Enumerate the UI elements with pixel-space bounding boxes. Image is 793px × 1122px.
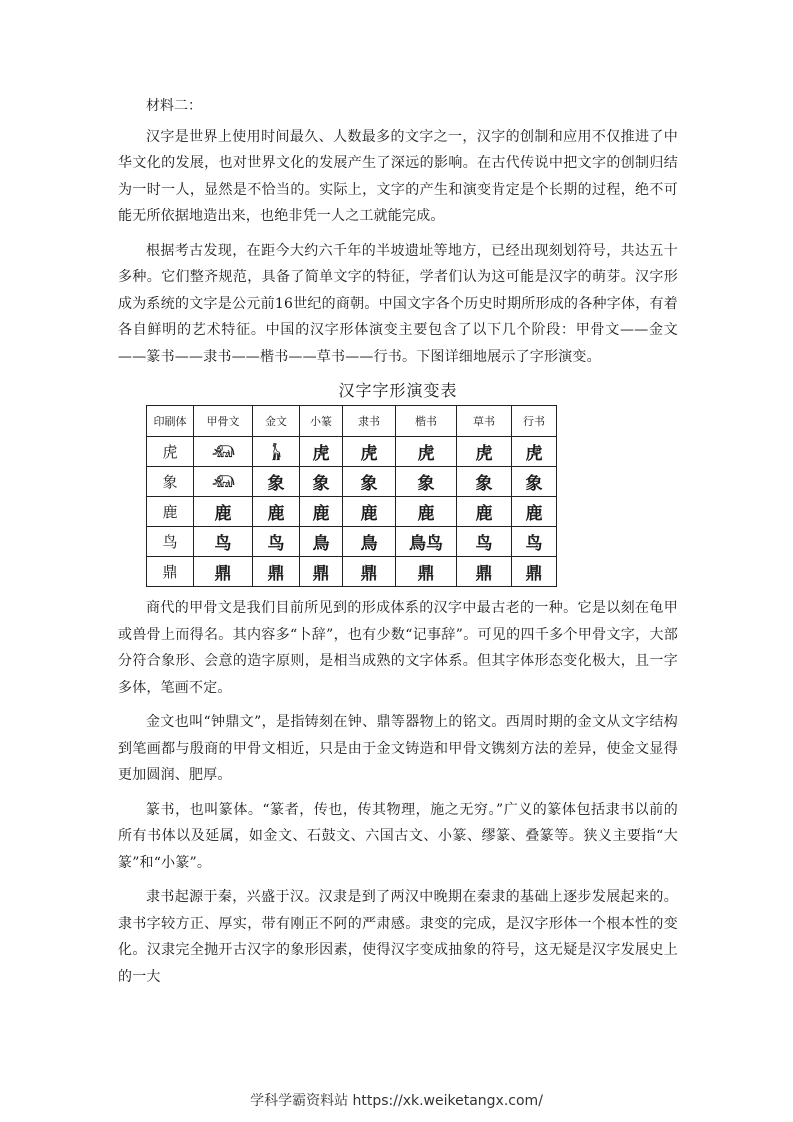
cell-glyph: 鹿 (512, 497, 557, 527)
paragraph-oracle-bone: 商代的甲骨文是我们目前所见到的形成体系的汉字中最古老的一种。它是以刻在龟甲或兽骨上而得名。其内容多“卜辞”，也有少数“记事辞”。可见的四千多个甲骨文字，大部分符合象形、会意的造字原则，是相当成熟的文字体系。但其字体形态变化极大，且一字多体，笔画不定。 (118, 600, 678, 696)
cell-glyph: 象 (253, 467, 300, 497)
cell-glyph: 虎 (300, 437, 343, 467)
cell-glyph: 鳥鸟 (396, 527, 457, 557)
header-small-seal: 小篆 (300, 406, 343, 437)
paragraph-seal: 篆书，也叫篆体。“篆者，传也，传其物理，施之无穷。”广义的篆体包括隶书以前的所有书体以及延属，如金文、石鼓文、六国古文、小篆、缪篆、叠篆等。狭义主要指“大篆”和“小篆”。 (118, 801, 678, 871)
cell-glyph: 鹿 (300, 497, 343, 527)
cell-glyph: 鹿 (194, 497, 253, 527)
cell-glyph: 象 (457, 467, 512, 497)
cell-glyph: 鼎 (253, 557, 300, 587)
header-print: 印刷体 (147, 406, 194, 437)
cell-glyph: 鼎 (457, 557, 512, 587)
header-oracle: 甲骨文 (194, 406, 253, 437)
table-header-row (147, 406, 557, 437)
footer-watermark: 学科学霸资料站 https://xk.weiketangx.com/ (250, 1093, 543, 1109)
cell-glyph: 鳥 (343, 527, 396, 557)
table-row (147, 437, 557, 467)
material-heading: 材料二： (146, 98, 202, 114)
cell-glyph: 鹿 (457, 497, 512, 527)
table-title: 汉字字形演变表 (338, 381, 458, 400)
cell-glyph: 鳥 (300, 527, 343, 557)
table-row (147, 527, 557, 557)
cell-glyph: 象 (300, 467, 343, 497)
header-running: 行书 (512, 406, 557, 437)
paragraph-intro: 汉字是世界上使用时间最久、人数最多的文字之一，汉字的创制和应用不仅推进了中华文化的发展，也对世界文化的发展产生了深远的影响。在古代传说中把文字的创制归结为一时一人，显然是不恰当的。实际上，文字的产生和演变肯定是个长期的过程，绝不可能无所依据地造出来，也绝非凭一人之工就能完成。 (118, 128, 678, 224)
header-clerical: 隶书 (343, 406, 396, 437)
cell-glyph: 鹿 (343, 497, 396, 527)
cell-glyph: 𓃱 (253, 437, 300, 467)
cell-print: 鹿 (147, 497, 194, 527)
cell-glyph: 鸟 (253, 527, 300, 557)
cell-glyph: 虎 (457, 437, 512, 467)
cell-glyph: 鼎 (300, 557, 343, 587)
cell-glyph: 虎 (512, 437, 557, 467)
cell-print: 鸟 (147, 527, 194, 557)
cell-glyph: 象 (343, 467, 396, 497)
character-evolution-table (146, 405, 557, 587)
cell-glyph: 鼎 (194, 557, 253, 587)
table-row (147, 497, 557, 527)
cell-glyph: 虎 (343, 437, 396, 467)
paragraph-archaeology: 根据考古发现，在距今大约六千年的半坡遗址等地方，已经出现刻划符号，共达五十多种。它们整齐规范，具备了简单文字的特征，学者们认为这可能是汉字的萌芽。汉字形成为系统的文字是公元前16世纪的商朝。中国文字各个历史时期所形成的各种字体，有着各自鲜明的艺术特征。中国的汉字形体演变主要包含了以下几个阶段：甲骨文——金文——篆书——隶书——楷书——草书——行书。下图详细地展示了字形演变。 (118, 242, 678, 365)
cell-glyph: 象 (396, 467, 457, 497)
cell-glyph: 鸟 (512, 527, 557, 557)
cell-glyph: 鸟 (457, 527, 512, 557)
cell-glyph: 鸟 (194, 527, 253, 557)
table-row (147, 467, 557, 497)
cell-glyph: 𓃰 (194, 467, 253, 497)
cell-print: 象 (147, 467, 194, 497)
header-bronze: 金文 (253, 406, 300, 437)
cell-glyph: 鼎 (396, 557, 457, 587)
header-regular: 楷书 (396, 406, 457, 437)
cell-print: 鼎 (147, 557, 194, 587)
cell-glyph: 象 (512, 467, 557, 497)
paragraph-clerical: 隶书起源于秦，兴盛于汉。汉隶是到了两汉中晚期在秦隶的基础上逐步发展起来的。隶书字较方正、厚实，带有刚正不阿的严肃感。隶变的完成，是汉字形体一个根本性的变化。汉隶完全抛开古汉字的象形因素，使得汉字变成抽象的符号，这无疑是汉字发展史上的一大 (118, 889, 678, 985)
document-page (118, 93, 678, 998)
cell-glyph: 鼎 (343, 557, 396, 587)
cell-glyph: 𓃰 (194, 437, 253, 467)
table-row (147, 557, 557, 587)
header-cursive: 草书 (457, 406, 512, 437)
cell-glyph: 鹿 (396, 497, 457, 527)
cell-glyph: 鹿 (253, 497, 300, 527)
paragraph-bronze: 金文也叫“钟鼎文”，是指铸刻在钟、鼎等器物上的铭文。西周时期的金文从文字结构到笔画都与殷商的甲骨文相近，只是由于金文铸造和甲骨文镌刻方法的差异，使金文显得更加圆润、肥厚。 (118, 714, 678, 783)
cell-print: 虎 (147, 437, 194, 467)
cell-glyph: 虎 (396, 437, 457, 467)
cell-glyph: 鼎 (512, 557, 557, 587)
